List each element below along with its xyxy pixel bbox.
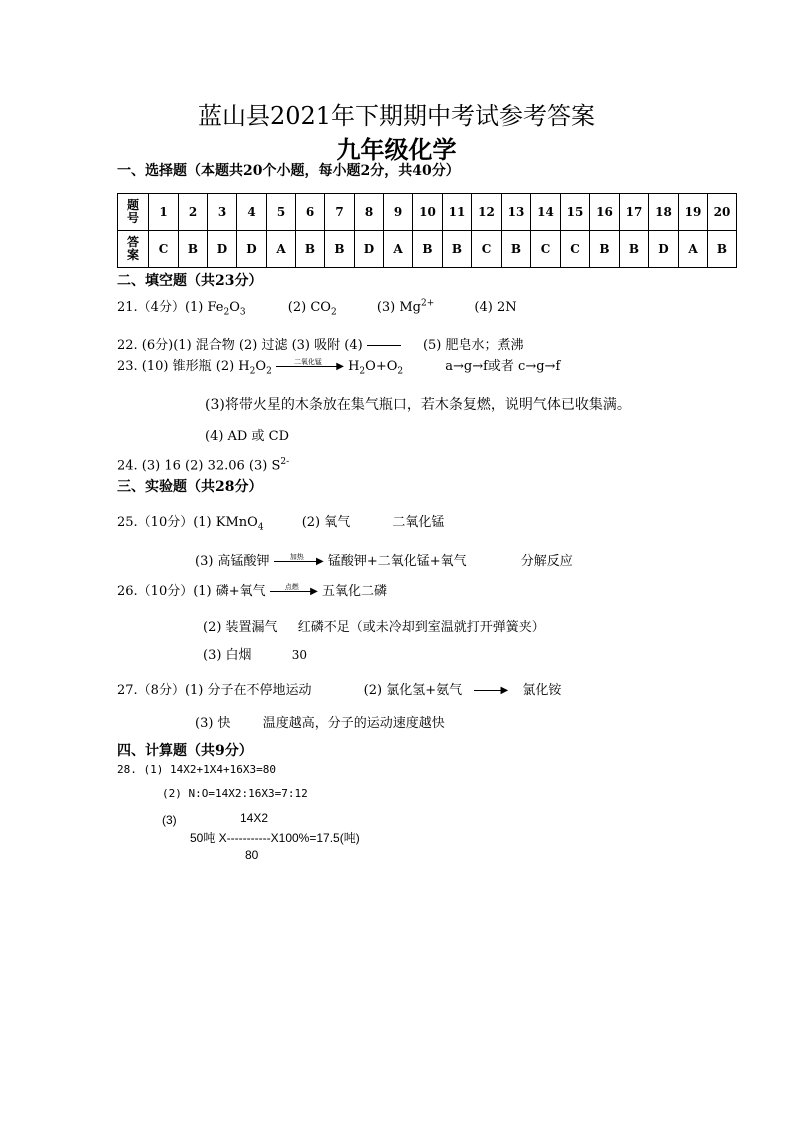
- q25-a2: (2) 氧气: [301, 515, 351, 530]
- answer-cell: B: [413, 231, 443, 268]
- page-title: 蓝山县2021年下期期中考试参考答案: [197, 102, 596, 130]
- q28-fraction-denominator: 80: [245, 848, 259, 862]
- question-number-cell: 18: [649, 194, 679, 231]
- sub-text: 2: [223, 307, 230, 318]
- answer-cell: B: [590, 231, 620, 268]
- page-subtitle: 九年级化学: [336, 135, 457, 164]
- q21-a2: (2) CO: [287, 300, 331, 315]
- q21-line: [117, 296, 517, 318]
- answer-cell: D: [237, 231, 267, 268]
- q23-product-o: O+O: [365, 359, 398, 374]
- section-heading-experiment: 三、实验题（共28分）: [117, 479, 263, 495]
- reaction-arrow: ▶: [474, 690, 504, 691]
- answer-cell: A: [384, 231, 413, 268]
- question-number-cell: 3: [208, 194, 237, 231]
- q21-a4: (4) 2N: [474, 300, 517, 315]
- q28-fraction-numerator: 14X2: [240, 811, 269, 825]
- q21-a3: (3) Mg: [376, 300, 421, 315]
- answer-cell: D: [649, 231, 679, 268]
- q27-product: 氯化铵: [522, 683, 562, 698]
- section-heading-fill: 二、填空题（共23分）: [117, 273, 263, 289]
- section-heading-choice: 一、选择题（本题共20个小题，每小题2分，共40分）: [117, 163, 460, 179]
- q26-a3a: (3) 白烟: [203, 648, 252, 663]
- question-number-cell: 16: [590, 194, 620, 231]
- table-row-numbers: [118, 194, 737, 231]
- answer-cell: D: [355, 231, 384, 268]
- answer-cell: D: [208, 231, 237, 268]
- q23-line-4: (4) AD 或 CD: [205, 429, 289, 444]
- question-number-cell: 15: [561, 194, 590, 231]
- condition-label: 加热: [289, 553, 304, 561]
- q23-product: H: [348, 359, 360, 374]
- condition-label: 点燃: [284, 583, 299, 591]
- answer-cell: B: [502, 231, 531, 268]
- q25-line-1: [117, 511, 444, 533]
- question-number-cell: 11: [443, 194, 472, 231]
- row-header-number: 题 号: [118, 194, 149, 231]
- reaction-arrow: 二氧化锰 ▶: [276, 366, 340, 367]
- q23-line: [117, 355, 560, 377]
- question-number-cell: 7: [325, 194, 355, 231]
- reaction-arrow: 点燃 ▶: [270, 591, 314, 592]
- question-number-cell: 20: [708, 194, 737, 231]
- sup-text: 2-: [280, 457, 290, 467]
- q22-line: [117, 334, 524, 353]
- sub-text: 3: [239, 307, 246, 318]
- question-number-cell: 2: [179, 194, 208, 231]
- q28-calculation: 50吨 X-----------X100%=17.5(吨): [190, 831, 360, 845]
- question-number-cell: 4: [237, 194, 267, 231]
- question-number-cell: 12: [472, 194, 502, 231]
- question-number-cell: 5: [267, 194, 296, 231]
- q24-answers: 24. (3) 16 (2) 32.06 (3) S: [117, 458, 281, 474]
- question-number-cell: 13: [502, 194, 531, 231]
- q26-line-2: [203, 616, 545, 635]
- q26-a2b: 红磷不足（或未冷却到室温就打开弹簧夹）: [297, 620, 545, 635]
- answer-cell: B: [443, 231, 472, 268]
- q25-products: 锰酸钾+二氧化锰+氧气: [327, 554, 467, 569]
- question-number-cell: 8: [355, 194, 384, 231]
- answer-cell: B: [708, 231, 737, 268]
- answer-table: [117, 193, 737, 268]
- answer-cell: A: [267, 231, 296, 268]
- q23-o: O: [255, 359, 267, 374]
- q23-a1: 23. (10) 锥形瓶 (2) H: [117, 359, 250, 374]
- answer-cell: B: [620, 231, 649, 268]
- q25-a1: 25.（10分）(1) KMnO: [117, 515, 258, 530]
- answer-blank: [367, 345, 401, 346]
- question-number-cell: 14: [531, 194, 561, 231]
- q28-line-3-label: (3): [162, 813, 177, 827]
- answer-cell: A: [679, 231, 708, 268]
- q27-a3b: 温度越高，分子的运动速度越快: [262, 716, 445, 731]
- q24-line: [117, 457, 289, 473]
- question-number-cell: 1: [149, 194, 179, 231]
- catalyst-label: 二氧化锰: [293, 358, 322, 366]
- q25-reactant: (3) 高锰酸钾: [195, 554, 270, 569]
- q26-line-3: [203, 644, 307, 663]
- question-number-cell: 17: [620, 194, 649, 231]
- q26-reactants: 26.（10分）(1) 磷+氧气: [117, 584, 266, 599]
- sub-text: 4: [257, 522, 264, 533]
- sub-text: 2: [249, 366, 256, 377]
- sub-text: 2: [330, 307, 337, 318]
- row-header-answer: 答 案: [118, 231, 149, 268]
- answer-cell: B: [325, 231, 355, 268]
- sub-text: 2: [397, 366, 404, 377]
- q27-a2: (2) 氯化氢+氨气: [363, 683, 463, 698]
- answer-cell: C: [149, 231, 179, 268]
- q27-a3a: (3) 快: [195, 716, 231, 731]
- q23-path: a→g→f或者 c→g→f: [445, 359, 561, 374]
- q26-line-1: [117, 580, 387, 599]
- answer-cell: C: [531, 231, 561, 268]
- q21-a1: 21.（4分）(1) Fe: [117, 300, 224, 315]
- q23-line-3: (3)将带火星的木条放在集气瓶口，若木条复燃，说明气体已收集满。: [205, 397, 631, 413]
- sub-text: 2: [266, 366, 272, 377]
- q22-answers: 22. (6分)(1) 混合物 (2) 过滤 (3) 吸附 (4): [117, 338, 363, 353]
- q28-line-1: 28. (1) 14X2+1X4+16X3=80: [117, 763, 276, 776]
- q22-a5: (5) 肥皂水；煮沸: [422, 338, 524, 353]
- sup-text: 2+: [421, 298, 435, 309]
- answer-cell: B: [296, 231, 325, 268]
- answer-cell: C: [472, 231, 502, 268]
- q28-line-2: (2) N:O=14X2:16X3=7:12: [162, 787, 308, 800]
- question-number-cell: 9: [384, 194, 413, 231]
- question-number-cell: 19: [679, 194, 708, 231]
- table-row-answers: [118, 231, 737, 268]
- q25-reaction-type: 分解反应: [520, 554, 573, 569]
- q26-a2a: (2) 装置漏气: [203, 620, 278, 635]
- q21-a1-o: O: [229, 300, 240, 315]
- question-number-cell: 6: [296, 194, 325, 231]
- answer-cell: B: [179, 231, 208, 268]
- q26-a3b: 30: [291, 648, 307, 662]
- q27-line-1: [117, 679, 561, 698]
- reaction-arrow: 加热 ▶: [274, 561, 320, 562]
- q27-line-3: [195, 712, 445, 731]
- q25-line-3: [195, 550, 573, 569]
- section-heading-calc: 四、计算题（共9分）: [117, 743, 253, 759]
- answer-cell: C: [561, 231, 590, 268]
- sub-text: 2: [359, 366, 366, 377]
- q25-a2b: 二氧化锰: [392, 515, 445, 530]
- q26-product: 五氧化二磷: [321, 584, 387, 599]
- question-number-cell: 10: [413, 194, 443, 231]
- q27-a1: 27.（8分）(1) 分子在不停地运动: [117, 683, 312, 698]
